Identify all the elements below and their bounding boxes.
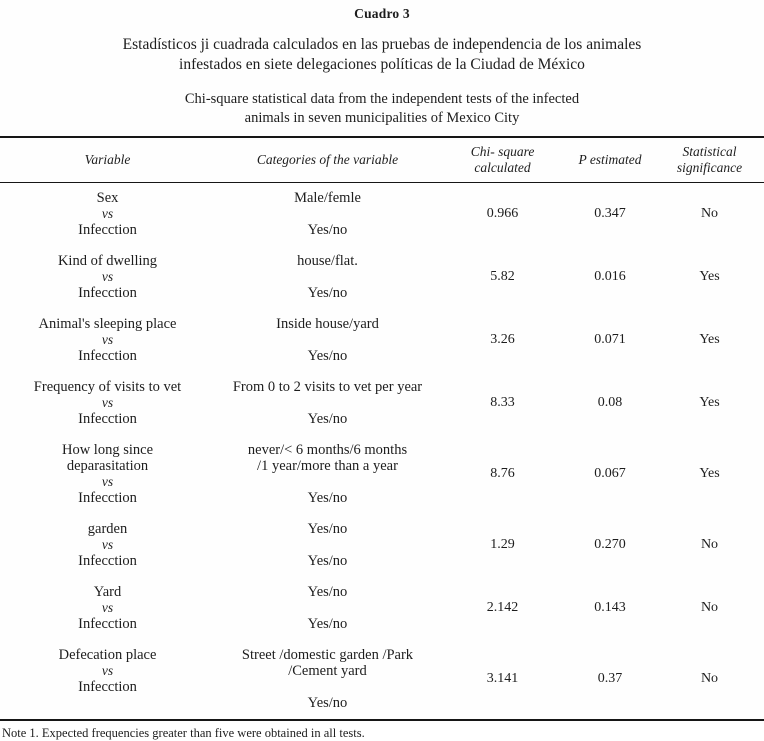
vs-label: vs [101, 206, 114, 221]
column-header: P estimated [578, 152, 642, 167]
category_lines-line [217, 474, 438, 490]
vs-label: vs [101, 474, 114, 489]
variable_lines-line: Infecction [78, 616, 137, 632]
variable_lines-line: How long since [61, 442, 153, 458]
variable_lines-line: Animal's sleeping place [38, 316, 177, 332]
table-footnote: Note 1. Expected frequencies greater than five were obtained in all tests. [2, 726, 365, 740]
significance-cell: Yes [699, 395, 720, 410]
significance-cell: Yes [699, 332, 720, 347]
vs-label: vs [101, 269, 114, 284]
variable-cell [0, 246, 215, 309]
variable-cell [0, 640, 215, 720]
category_lines-line: Yes/no [307, 616, 348, 632]
variable-cell [0, 309, 215, 372]
chi-square-cell: 5.82 [490, 269, 515, 284]
category_lines-line: never/< 6 months/6 months [247, 442, 408, 458]
table-row [0, 640, 764, 720]
variable-cell [0, 577, 215, 640]
table-row [0, 514, 764, 577]
vs-label: vs [101, 332, 114, 347]
chi-square-cell: 3.141 [486, 671, 519, 686]
categories-cell [215, 372, 440, 435]
table-head [0, 137, 764, 183]
categories-cell [215, 246, 440, 309]
p-estimated-cell: 0.071 [594, 332, 626, 347]
variable-cell [0, 435, 215, 514]
column-header: Chi- square calculated [470, 144, 535, 175]
table-row [0, 309, 764, 372]
variable_lines-line: deparasitation [66, 458, 149, 474]
category_lines-line: Inside house/yard [276, 316, 379, 332]
chi-square-table [0, 136, 764, 721]
category_lines-line: Yes/no [307, 695, 348, 711]
categories-cell [215, 640, 440, 720]
variable_lines-line: Infecction [78, 490, 137, 506]
title-block [0, 0, 764, 128]
p-estimated-cell: 0.270 [594, 537, 626, 552]
variable-cell [0, 372, 215, 435]
variable_lines-line: Infecction [78, 285, 137, 301]
table-row [0, 577, 764, 640]
vs-label: vs [101, 663, 114, 678]
category_lines-line [217, 537, 438, 553]
category_lines-line: Yes/no [307, 490, 348, 506]
categories-cell [215, 514, 440, 577]
vs-label: vs [101, 537, 114, 552]
significance-cell: Yes [699, 269, 720, 284]
category_lines-line [217, 332, 438, 348]
variable_lines-line: Infecction [78, 679, 137, 695]
chi-square-cell: 8.33 [490, 395, 515, 410]
variable_lines-line: Infecction [78, 348, 137, 364]
p-estimated-cell: 0.347 [594, 206, 626, 221]
table-body [0, 183, 764, 721]
column-header: Categories of the variable [256, 152, 399, 167]
variable_lines-line: Infecction [78, 411, 137, 427]
significance-cell: No [700, 206, 719, 221]
categories-cell [215, 577, 440, 640]
p-estimated-cell: 0.08 [597, 395, 623, 410]
significance-cell: No [700, 537, 719, 552]
variable_lines-line: Yard [93, 584, 122, 600]
category_lines-line: house/flat. [297, 253, 358, 269]
categories-cell [215, 309, 440, 372]
p-estimated-cell: 0.067 [594, 466, 626, 481]
variable_lines-line: Infecction [78, 553, 137, 569]
category_lines-line: Yes/no [307, 553, 348, 569]
table-title-spanish: Estadísticos ji cuadrada calculados en las pruebas de independencia de los animales infestados en siete delegaciones políticas de la Ciudad de México [122, 36, 642, 73]
variable_lines-line: Frequency of visits to vet [33, 379, 182, 395]
category_lines-line [217, 206, 438, 222]
variable_lines-line: garden [87, 521, 128, 537]
category_lines-line [217, 269, 438, 285]
category_lines-line [217, 679, 438, 695]
chi-square-cell: 1.29 [490, 537, 515, 552]
table-row [0, 435, 764, 514]
vs-label: vs [101, 600, 114, 615]
chi-square-cell: 8.76 [490, 466, 515, 481]
p-estimated-cell: 0.37 [597, 671, 623, 686]
variable_lines-line: Infecction [78, 222, 137, 238]
categories-cell [215, 435, 440, 514]
category_lines-line: Yes/no [307, 521, 348, 537]
categories-cell [215, 183, 440, 247]
variable_lines-line: Kind of dwelling [57, 253, 158, 269]
category_lines-line: Yes/no [307, 411, 348, 427]
chi-square-cell: 2.142 [486, 600, 519, 615]
chi-square-cell: 3.26 [490, 332, 515, 347]
table-row [0, 183, 764, 247]
chi-square-cell: 0.966 [486, 206, 519, 221]
category_lines-line: Yes/no [307, 348, 348, 364]
category_lines-line [217, 600, 438, 616]
category_lines-line: Male/femle [294, 190, 361, 206]
significance-cell: No [700, 600, 719, 615]
category_lines-line: Yes/no [307, 285, 348, 301]
table-title-english: Chi-square statistical data from the independent tests of the infected animals in seven municipalities of Mexico City [184, 91, 580, 126]
category_lines-line [217, 395, 438, 411]
table-header-row [0, 137, 764, 183]
table-row [0, 246, 764, 309]
variable_lines-line: Defecation place [58, 647, 157, 663]
table-number: Cuadro 3 [354, 6, 410, 21]
p-estimated-cell: 0.143 [594, 600, 626, 615]
category_lines-line: Yes/no [307, 584, 348, 600]
category_lines-line: Yes/no [307, 222, 348, 238]
p-estimated-cell: 0.016 [594, 269, 626, 284]
variable-cell [0, 183, 215, 247]
column-header: Statistical significance [676, 144, 743, 175]
column-header: Variable [84, 152, 131, 167]
significance-cell: Yes [699, 466, 720, 481]
category_lines-line: Street /domestic garden /Park /Cement yard [241, 647, 414, 679]
category_lines-line: /1 year/more than a year [257, 458, 398, 474]
table-row [0, 372, 764, 435]
variable_lines-line: Sex [96, 190, 119, 206]
category_lines-line: From 0 to 2 visits to vet per year [232, 379, 423, 395]
vs-label: vs [101, 395, 114, 410]
significance-cell: No [700, 671, 719, 686]
variable-cell [0, 514, 215, 577]
